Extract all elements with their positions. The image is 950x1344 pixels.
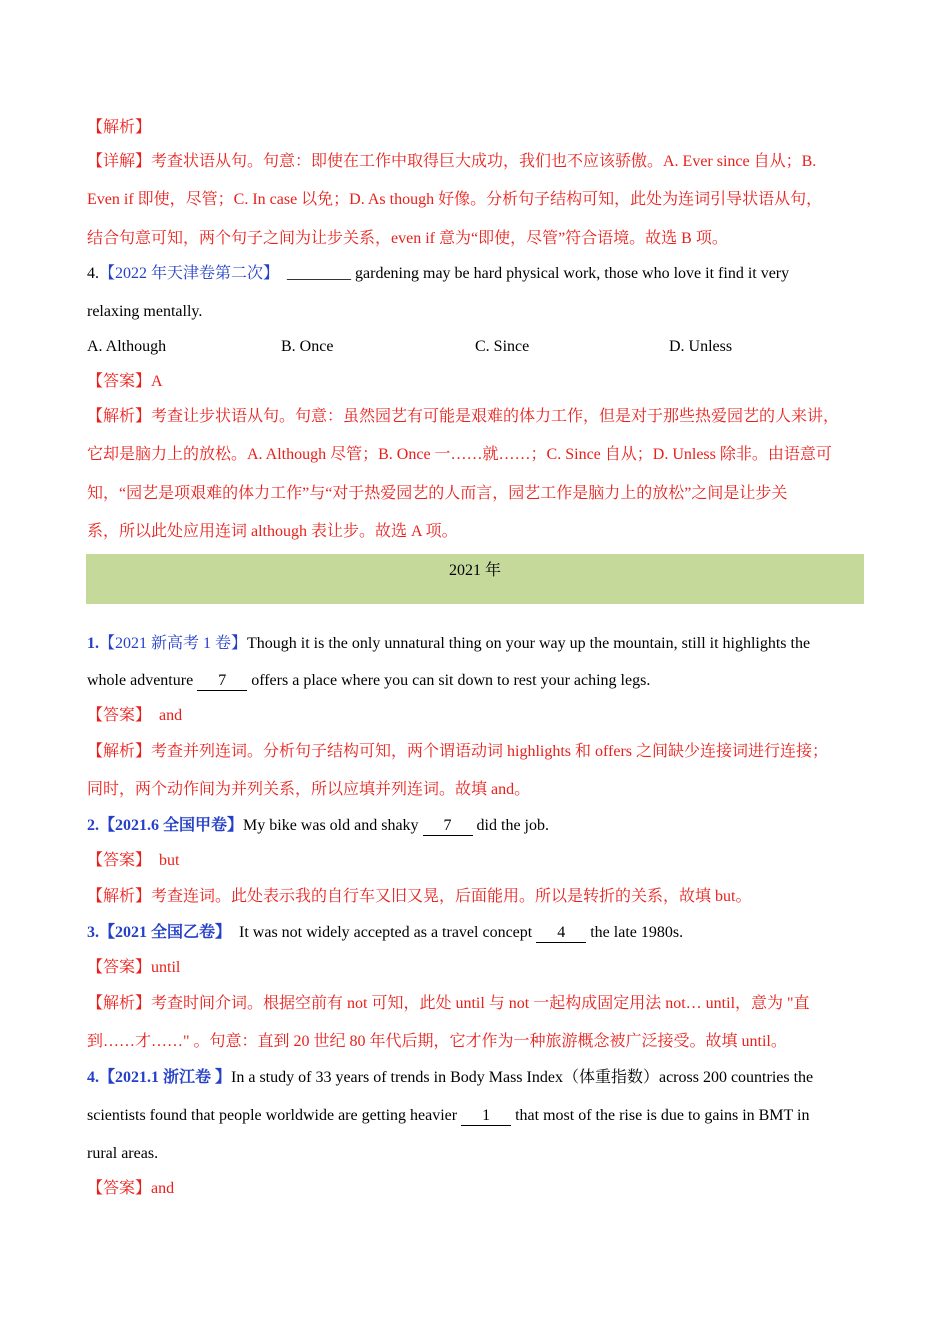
year-banner: [86, 554, 864, 604]
question-number: 1.: [87, 635, 99, 652]
question-text: did the job.: [472, 817, 549, 834]
option-a: A. Although: [87, 338, 167, 355]
question-line: [87, 815, 864, 837]
question-source: 【2021 新高考 1 卷】: [99, 635, 248, 652]
explanation-line: 它却是脑力上的放松。A. Although 尽管；B. Once 一……就……；C. Since 自从；D. Unless 除非。由语意可: [87, 446, 832, 463]
explanation-line: 结合句意可知，两个句子之间为让步关系，even if 意为“即使，尽管”符合语境。故选 B 项。: [87, 230, 728, 247]
question-text: offers a place where you can sit down to rest your aching legs.: [247, 672, 651, 689]
question-text: that most of the rise is due to gains in BMT in: [511, 1107, 810, 1124]
question-source: 【2021.1 浙江卷 】: [99, 1069, 232, 1086]
option-b: B. Once: [281, 338, 334, 355]
explanation-line: 【解析】考查并列连词。分析句子结构可知，两个谓语动词 highlights 和 offers 之间缺少连接词进行连接；: [87, 743, 829, 760]
answer-line: [87, 705, 864, 727]
question-source: 【2022 年天津卷第二次】: [99, 265, 280, 282]
answer-tag: 【答案】: [87, 707, 152, 724]
question-line: rural areas.: [87, 1145, 159, 1162]
question-number: 2.: [87, 817, 99, 834]
year-banner-label: 2021 年: [448, 562, 501, 579]
question-line: [87, 263, 864, 285]
explanation-line: 系，所以此处应用连词 although 表让步。故选 A 项。: [87, 523, 458, 540]
answer-line: 【答案】A: [87, 373, 163, 390]
question-line: [87, 922, 864, 944]
question-text: gardening may be hard physical work, those who love it find it very: [351, 265, 790, 282]
option-d: D. Unless: [669, 338, 733, 355]
explanation-line: 【解析】考查时间介词。根据空前有 not 可知，此处 until 与 not 一起构成固定用法 not… until，意为 "直: [87, 995, 810, 1012]
question-number: 4.: [87, 1069, 99, 1086]
question-blank: ________: [287, 265, 352, 282]
question-blank: 4: [536, 924, 586, 943]
question-line: [87, 1067, 864, 1089]
explanation-line: 知，“园艺是项艰难的体力工作”与“对于热爱园艺的人而言，园艺工作是脑力上的放松”之间是让步关: [87, 485, 788, 502]
question-text: It was not widely accepted as a travel concept: [239, 924, 537, 941]
explanation-line: 到……才……" 。句意：直到 20 世纪 80 年代后期，它才作为一种旅游概念被广泛接受。故填 until。: [87, 1033, 787, 1050]
question-line: [87, 1105, 864, 1127]
explanation-line: 【解析】考查让步状语从句。句意：虽然园艺有可能是艰难的体力工作，但是对于那些热爱园艺的人来讲，: [87, 408, 840, 425]
question-line: [87, 670, 864, 692]
explanation-line: 同时，两个动作间为并列关系，所以应填并列连词。故填 and。: [87, 781, 531, 798]
question-text: the late 1980s.: [586, 924, 684, 941]
question-source: 【2021 全国乙卷】: [99, 924, 232, 941]
answer-value: but: [159, 852, 180, 869]
explanation-line: 【解析】考查连词。此处表示我的自行车又旧又晃，后面能用。所以是转折的关系，故填 but。: [87, 888, 752, 905]
explanation-line: 【详解】考查状语从句。句意：即使在工作中取得巨大成功，我们也不应该骄傲。A. Ever since 自从；B.: [87, 153, 817, 170]
question-source: 【2021.6 全国甲卷】: [99, 817, 244, 834]
question-text: scientists found that people worldwide are getting heavier: [87, 1107, 462, 1124]
question-line: [87, 633, 864, 655]
answer-tag: 【答案】: [87, 852, 152, 869]
jiexi-tag: 【解析】: [87, 119, 152, 136]
question-number: 4.: [87, 265, 99, 282]
question-blank: 1: [461, 1107, 511, 1126]
answer-line: [87, 850, 864, 872]
question-number: 3.: [87, 924, 99, 941]
question-line: relaxing mentally.: [87, 303, 203, 320]
question-blank: 7: [423, 817, 473, 836]
answer-line: 【答案】until: [87, 959, 181, 976]
question-text: Though it is the only unnatural thing on your way up the mountain, still it highlights the: [247, 635, 811, 652]
question-text: In a study of 33 years of trends in Body Mass Index（体重指数）across 200 countries the: [231, 1069, 814, 1086]
question-blank: 7: [197, 672, 247, 691]
option-c: C. Since: [475, 338, 530, 355]
answer-value: and: [159, 707, 183, 724]
explanation-line: Even if 即使，尽管；C. In case 以免；D. As though 好像。分析句子结构可知，此处为连词引导状语从句，: [87, 191, 823, 208]
question-text: whole adventure: [87, 672, 198, 689]
answer-line: 【答案】and: [87, 1180, 175, 1197]
question-text: My bike was old and shaky: [243, 817, 423, 834]
